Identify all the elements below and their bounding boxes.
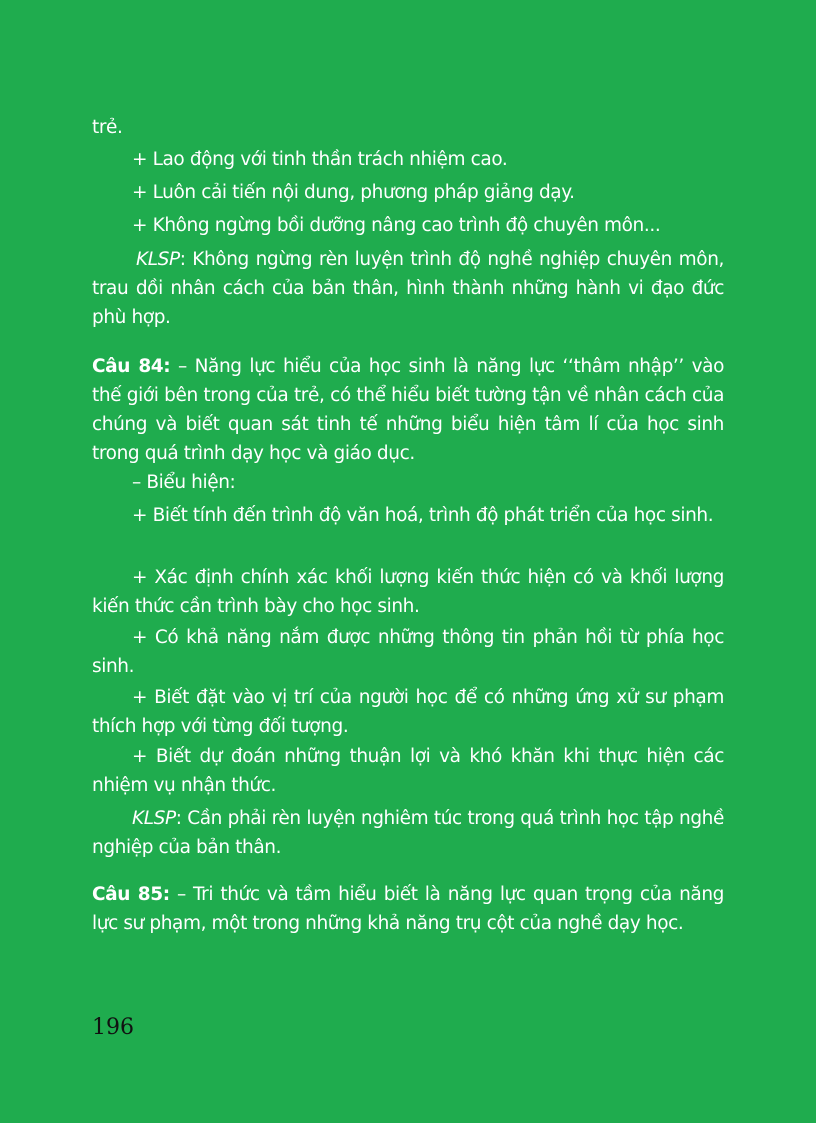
bullet-item: + Xác định chính xác khối lượng kiến thức hiện có và khối lượng kiến thức cần trình bày cho học sinh. <box>92 567 724 617</box>
bullet-item: + Biết dự đoán những thuận lợi và khó khăn khi thực hiện các nhiệm vụ nhận thức. <box>92 746 724 796</box>
question-84-paragraph <box>92 352 724 468</box>
conclusion-text: : Cần phải rèn luyện nghiêm túc trong quá trình học tập nghề nghiệp của bản thân. <box>92 808 724 858</box>
bullet-item: + Luôn cải tiến nội dung, phương pháp giảng dạy. <box>132 182 575 203</box>
conclusion-paragraph <box>92 804 724 862</box>
section-heading: – Biểu hiện: <box>132 472 236 493</box>
text-line-continuation: trẻ. <box>92 117 123 138</box>
klsp-label: KLSP <box>132 808 176 829</box>
page-number: 196 <box>92 1015 134 1040</box>
question-84-label: Câu 84: <box>92 356 171 377</box>
klsp-label: KLSP <box>136 249 180 270</box>
bullet-item: + Có khả năng nắm được những thông tin phản hồi từ phía học sinh. <box>92 627 724 677</box>
question-85-label: Câu 85: <box>92 884 170 905</box>
conclusion-paragraph <box>92 245 724 332</box>
bullet-item: + Biết tính đến trình độ văn hoá, trình độ phát triển của học sinh. <box>132 505 714 526</box>
question-85-paragraph <box>92 880 724 938</box>
conclusion-text: : Không ngừng rèn luyện trình độ nghề nghiệp chuyên môn, trau dồi nhân cách của bản thân, hình thành những hành vi đạo đức phù hợp. <box>92 249 724 328</box>
question-85-text: – Tri thức và tầm hiểu biết là năng lực quan trọng của năng lực sư phạm, một trong những khả năng trụ cột của nghề dạy học. <box>92 884 725 934</box>
bullet-item: + Lao động với tinh thần trách nhiệm cao. <box>132 149 508 170</box>
question-84-text: – Năng lực hiểu của học sinh là năng lực ‘‘thâm nhập’’ vào thế giới bên trong của trẻ, có thể hiểu biết tường tận về nhân cách của chúng và biết quan sát tinh tế những biểu hiện tâm lí của học sinh trong quá trình dạy học và giáo dục. <box>92 356 725 464</box>
bullet-item: + Biết đặt vào vị trí của người học để có những ứng xử sư phạm thích hợp với từng đối tượng. <box>92 687 724 737</box>
bullet-item: + Không ngừng bồi dưỡng nâng cao trình độ chuyên môn... <box>132 215 661 236</box>
